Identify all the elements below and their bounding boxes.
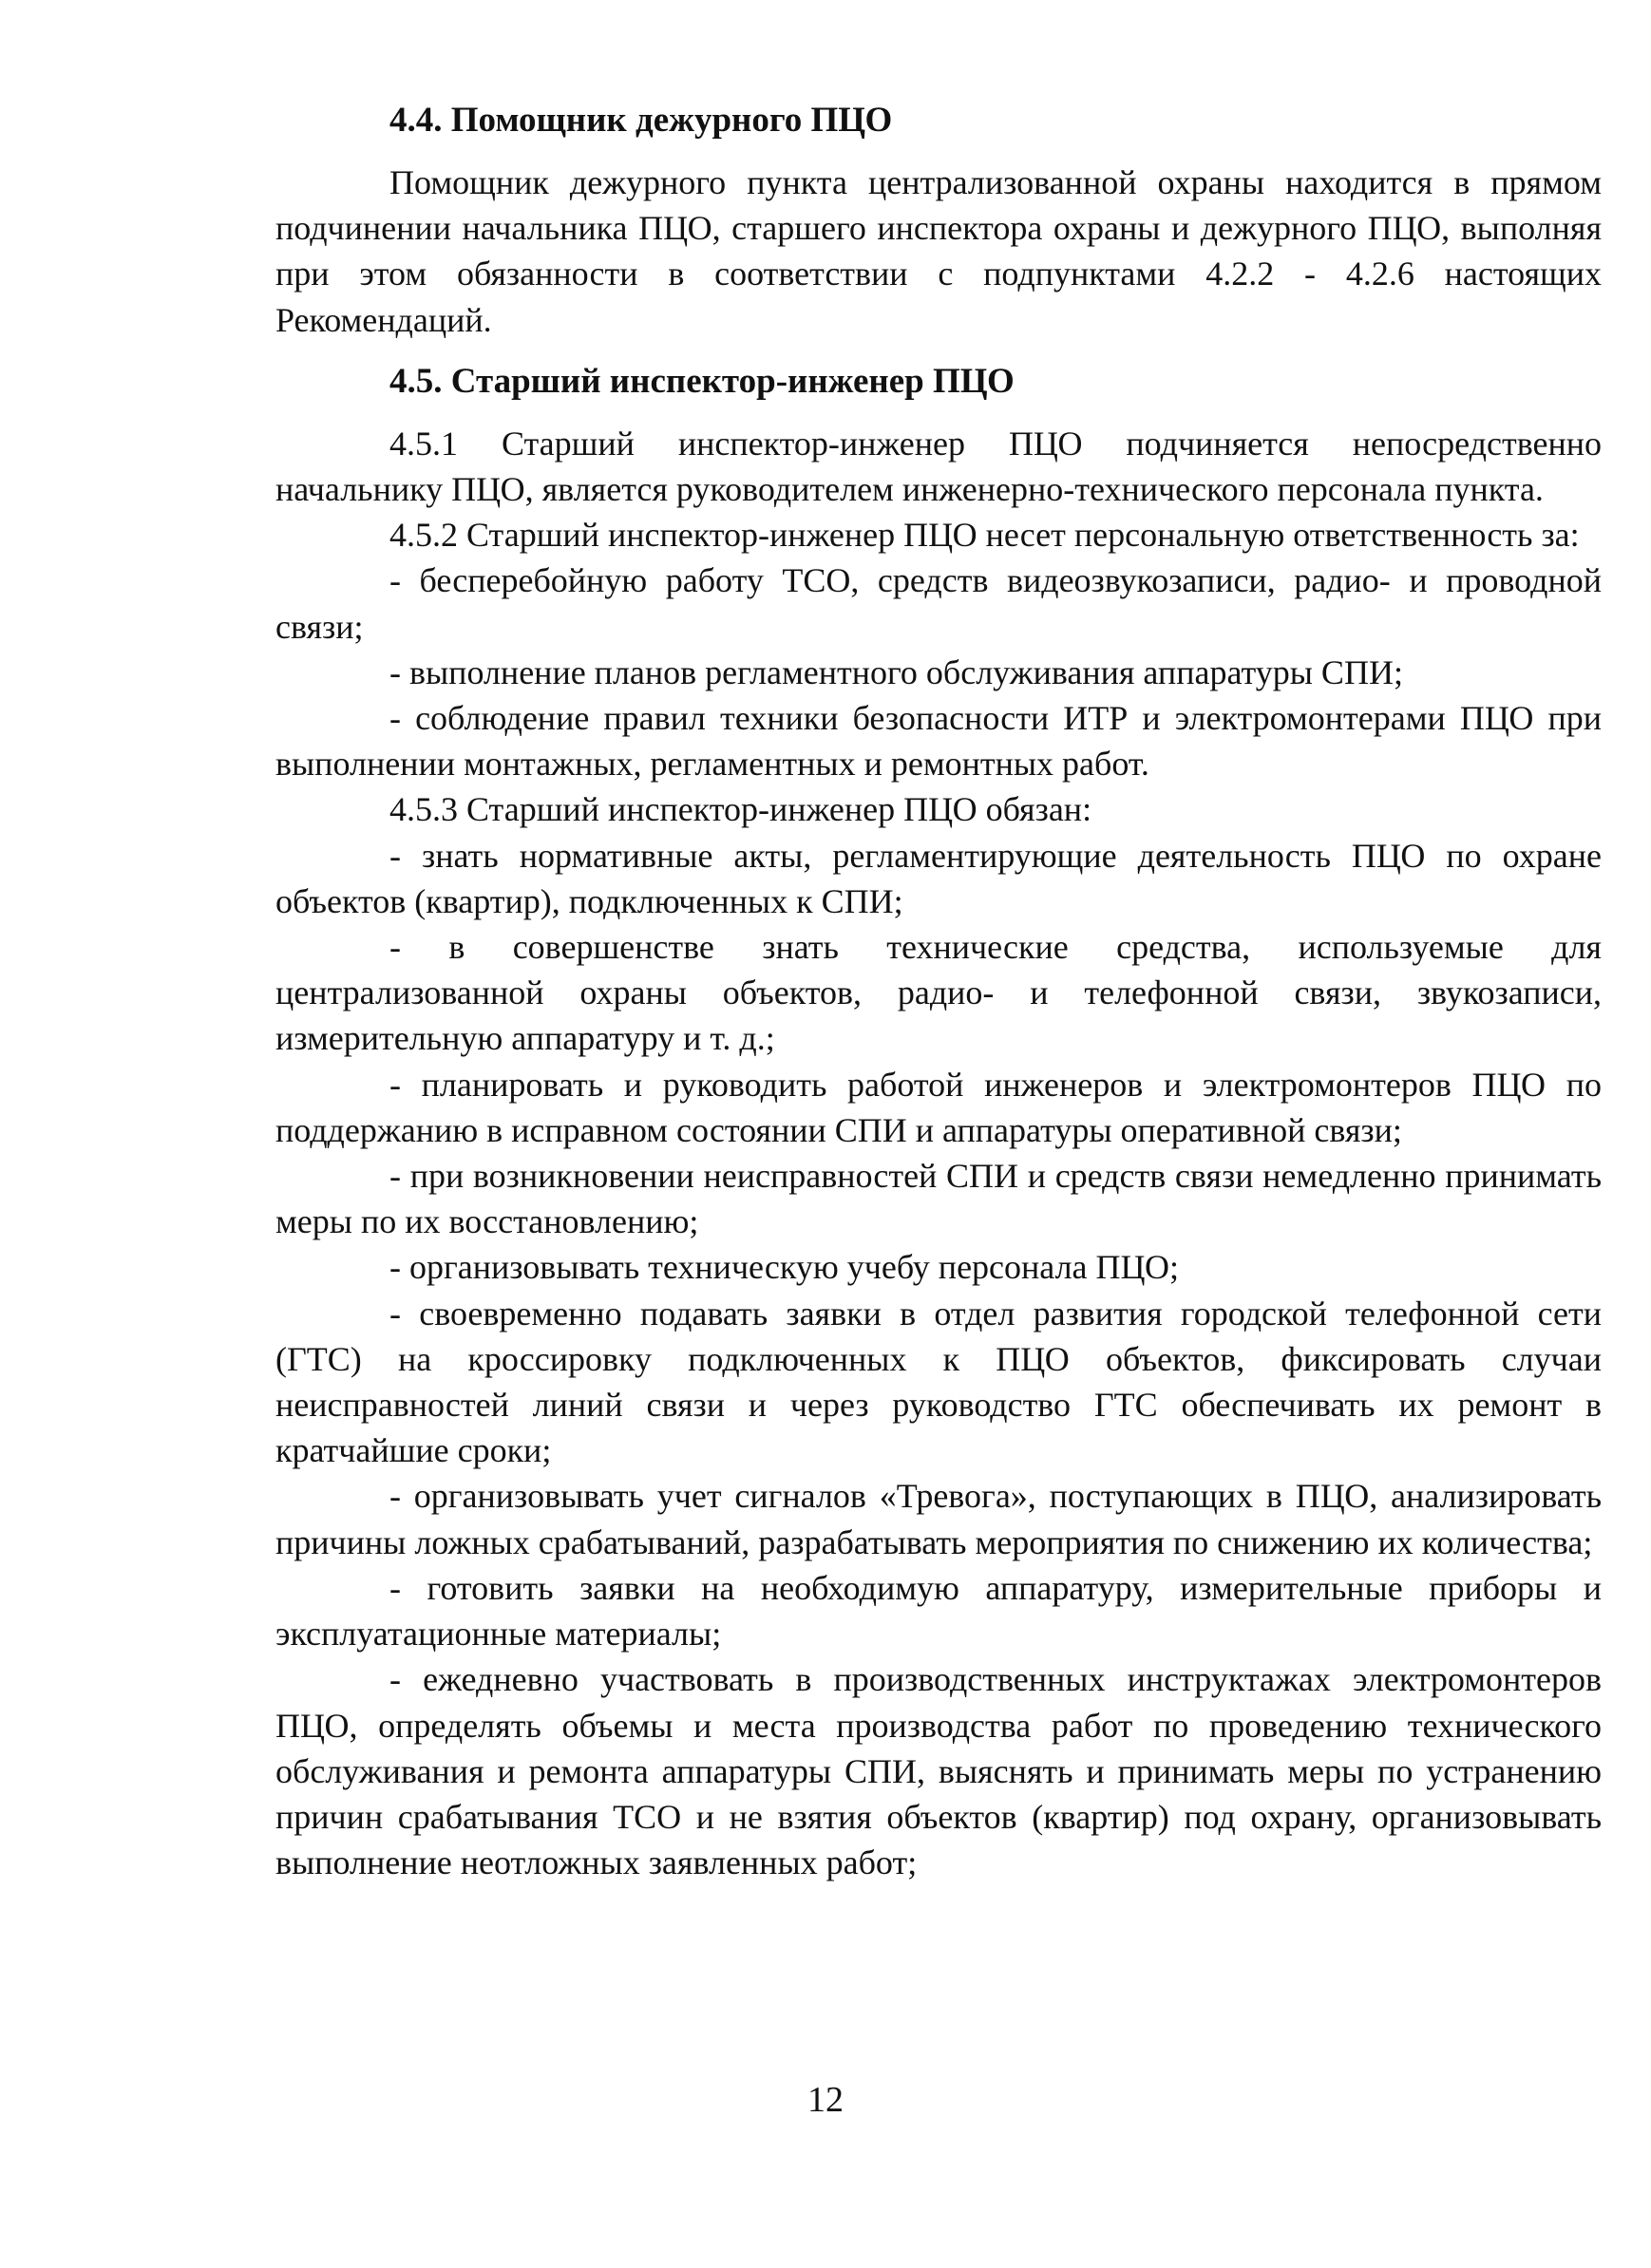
- list-item: - бесперебойную работу ТСО, средств видеозвукозаписи, радио- и проводной связи;: [275, 561, 1602, 646]
- list-item: - готовить заявки на необходимую аппаратуру, измерительные приборы и эксплуатационные материалы;: [275, 1568, 1602, 1654]
- list-item: - соблюдение правил техники безопасности ИТР и электромонтерами ПЦО при выполнении монтажных, регламентных и ремонтных работ.: [275, 699, 1602, 784]
- list-item: - ежедневно участвовать в производственных инструктажах электромонтеров ПЦО, определять объемы и места производства работ по проведению технического обслуживания и ремонта аппаратуры СПИ, выяснять и принимать меры по устранению причин срабатывания ТСО и не взятия объектов (квартир) под охрану, организовывать выполнение неотложных заявленных работ;: [275, 1660, 1602, 1882]
- list-item: - в совершенстве знать технические средства, используемые для централизованной охраны объектов, радио- и телефонной связи, звукозаписи, измерительную аппаратуру и т. д.;: [275, 928, 1602, 1058]
- paragraph-4-5-1: 4.5.1 Старший инспектор-инженер ПЦО подчиняется непосредственно начальнику ПЦО, является руководителем инженерно-технического персонала пункта.: [275, 424, 1602, 509]
- list-item: - организовывать техническую учебу персонала ПЦО;: [389, 1248, 1180, 1287]
- page-number: 12: [807, 2080, 844, 2120]
- list-item: - при возникновении неисправностей СПИ и средств связи немедленно принимать меры по их восстановлению;: [275, 1157, 1602, 1241]
- list-item: - выполнение планов регламентного обслуживания аппаратуры СПИ;: [389, 652, 1403, 691]
- text-column: [275, 99, 1602, 1885]
- paragraph-assistant-duty: Помощник дежурного пункта централизованной охраны находится в прямом подчинении начальника ПЦО, старшего инспектора охраны и дежурного ПЦО, выполняя при этом обязанности в соответствии с подпунктами 4.2.2 - 4.2.6 настоящих Рекомендаций.: [275, 163, 1602, 339]
- list-item: - своевременно подавать заявки в отдел развития городской телефонной сети (ГТС) на кроссировку подключенных к ПЦО объектов, фиксировать случаи неисправностей линий связи и через руководство ГТС обеспечивать их ремонт в кратчайшие сроки;: [275, 1294, 1602, 1470]
- section-heading-4-4: 4.4. Помощник дежурного ПЦО: [389, 101, 893, 140]
- list-item: - знать нормативные акты, регламентирующие деятельность ПЦО по охране объектов (квартир), подключенных к СПИ;: [275, 836, 1602, 920]
- list-item: - организовывать учет сигналов «Тревога», поступающих в ПЦО, анализировать причины ложных срабатываний, разрабатывать мероприятия по снижению их количества;: [275, 1477, 1602, 1561]
- list-item: - планировать и руководить работой инженеров и электромонтеров ПЦО по поддержанию в исправном состоянии СПИ и аппаратуры оперативной связи;: [275, 1065, 1602, 1149]
- paragraph-4-5-2: 4.5.2 Старший инспектор-инженер ПЦО несет персональную ответственность за:: [389, 516, 1580, 555]
- paragraph-4-5-3: 4.5.3 Старший инспектор-инженер ПЦО обязан:: [389, 790, 1092, 829]
- section-heading-4-5: 4.5. Старший инспектор-инженер ПЦО: [389, 361, 1015, 401]
